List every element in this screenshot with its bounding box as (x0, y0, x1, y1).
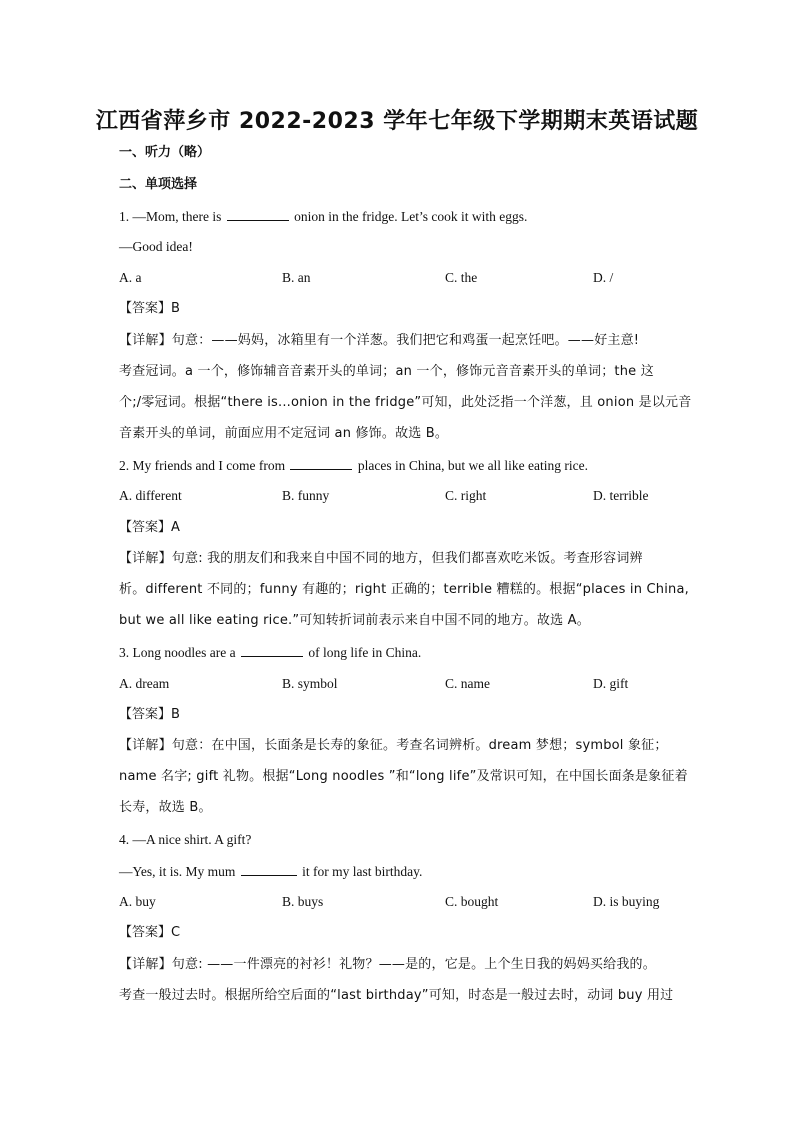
question-4-reply (119, 861, 679, 882)
option-b: B. symbol (282, 676, 338, 691)
option-d: D. terrible (593, 488, 649, 503)
option-b: B. funny (282, 488, 330, 503)
option-d: D. / (593, 270, 614, 285)
option-d: D. gift (593, 676, 629, 691)
question-3-detail-line: 【详解】句意：在中国，长面条是长寿的象征。考查名词辨析。dream 梦想；symbol 象征； (119, 738, 668, 753)
question-3-stem-end: of long life in China. (308, 645, 422, 660)
question-2-detail-line: 析。different 不同的；funny 有趣的；right 正确的；terrible 糟糕的。根据“places in China, (119, 582, 689, 597)
question-4-reply-start: —Yes, it is. My mum (119, 864, 236, 879)
option-c: C. the (445, 270, 478, 285)
question-1-stem-end: onion in the fridge. Let’s cook it with eggs. (294, 209, 528, 224)
question-2-detail-line: 【详解】句意: 我的朋友们和我来自中国不同的地方，但我们都喜欢吃米饭。考查形容词辨 (119, 551, 643, 566)
question-3-answer: 【答案】B (119, 707, 180, 722)
question-3-stem (119, 642, 679, 663)
question-1-detail-line: 个;/零冠词。根据“there is...onion in the fridge”可知，此处泛指一个洋葱，且 onion 是以元音 (119, 395, 692, 410)
question-1-detail-line: 考查冠词。a 一个，修饰辅音音素开头的单词；an 一个，修饰元音音素开头的单词；the 这 (119, 364, 654, 379)
question-2-stem-end: places in China, but we all like eating rice. (357, 458, 589, 473)
question-1-detail-line: 【详解】句意：——妈妈，冰箱里有一个洋葱。我们把它和鸡蛋一起烹饪吧。——好主意! (119, 333, 640, 348)
section-heading-listening: 一、听力（略） (119, 145, 211, 160)
question-4-detail-line: 【详解】句意: ——一件漂亮的衬衫！礼物？——是的，它是。上个生日我的妈妈买给我的。 (119, 957, 656, 972)
question-4-answer: 【答案】C (119, 925, 181, 940)
question-2-answer: 【答案】A (119, 520, 180, 535)
answer-blank (241, 642, 303, 657)
question-3-detail-line: name 名字; gift 礼物。根据“Long noodles ”和“long life”及常识可知，在中国长面条是象征着 (119, 769, 688, 784)
question-4-detail-line: 考查一般过去时。根据所给空后面的“last birthday”可知，时态是一般过去时，动词 buy 用过 (119, 988, 674, 1003)
option-b: B. an (282, 270, 311, 285)
question-4-reply-end: it for my last birthday. (302, 864, 423, 879)
option-d: D. is buying (593, 894, 660, 909)
option-a: A. dream (119, 676, 170, 691)
question-1-detail-line: 音素开头的单词，前面应用不定冠词 an 修饰。故选 B。 (119, 426, 449, 441)
question-2-detail-line: but we all like eating rice.”可知转折词前表示来自中国不同的地方。故选 A。 (119, 613, 590, 628)
option-a: A. buy (119, 894, 156, 909)
option-a: A. a (119, 270, 142, 285)
section-heading-single-choice: 二、单项选择 (119, 177, 198, 192)
question-4-stem: 4. —A nice shirt. A gift? (119, 832, 252, 847)
question-1-stem-start: 1. —Mom, there is (119, 209, 222, 224)
question-1-reply: —Good idea! (119, 239, 193, 254)
question-2-stem-start: 2. My friends and I come from (119, 458, 286, 473)
question-3-stem-start: 3. Long noodles are a (119, 645, 236, 660)
question-1-answer: 【答案】B (119, 301, 180, 316)
question-1-stem (119, 206, 679, 227)
page-title: 江西省萍乡市 2022-2023 学年七年级下学期期末英语试题 (95, 109, 699, 134)
option-c: C. bought (445, 894, 499, 909)
option-a: A. different (119, 488, 182, 503)
answer-blank (241, 861, 297, 876)
option-c: C. name (445, 676, 490, 691)
option-b: B. buys (282, 894, 324, 909)
question-2-stem (119, 455, 679, 476)
answer-blank (227, 206, 289, 221)
option-c: C. right (445, 488, 487, 503)
question-3-detail-line: 长寿，故选 B。 (119, 800, 212, 815)
answer-blank (290, 455, 352, 470)
